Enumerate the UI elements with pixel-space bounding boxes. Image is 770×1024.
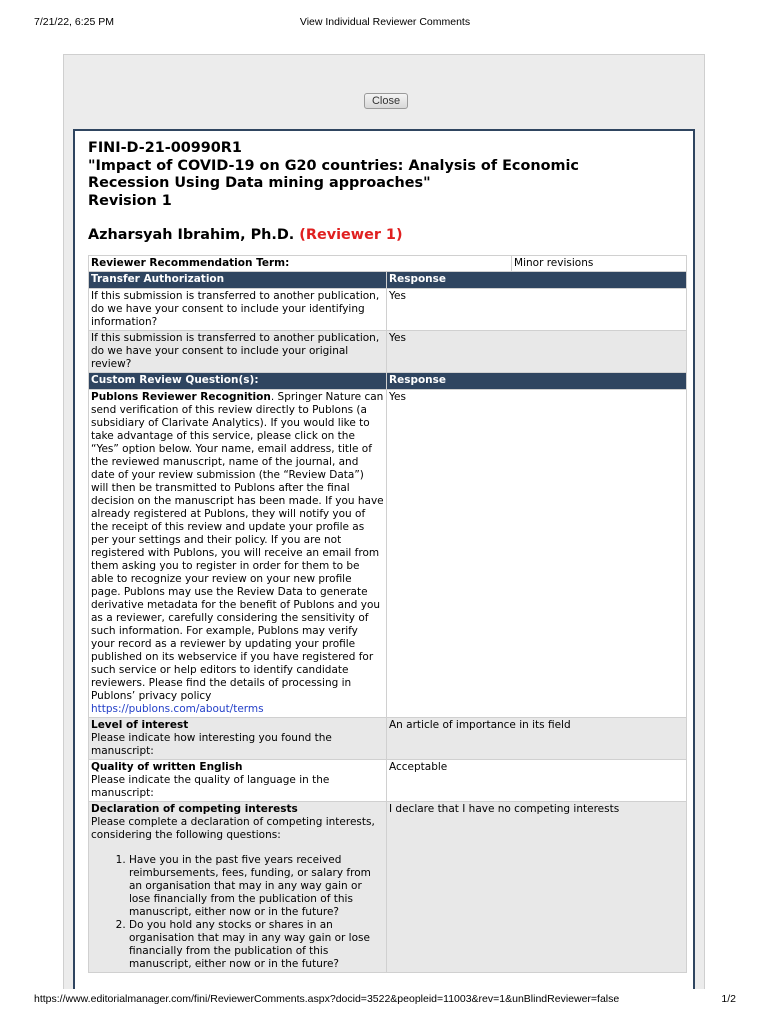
reviewer-heading (88, 227, 403, 243)
print-header (34, 16, 736, 30)
english-question (89, 760, 387, 802)
transfer-header-row (89, 272, 687, 289)
english-answer: Acceptable (387, 760, 687, 802)
recommendation-value: Minor revisions (512, 256, 687, 272)
interest-body: Please indicate how interesting you found the manuscript: (91, 732, 332, 757)
table-row (89, 760, 687, 802)
publons-answer: Yes (387, 390, 687, 718)
transfer-question: If this submission is transferred to another publication, do we have your consent to include your identifying information? (89, 289, 387, 331)
manuscript-id: FINI-D-21-00990R1 (88, 140, 242, 156)
publons-body: . Springer Nature can send verification of this review directly to Publons (a subsidiary of Clarivate Analytics). If you would like to take advantage of this service, please click on the “Yes” option below. Your name, email address, title of the reviewed manuscript, name of the journal, and date of your review submission (the “Review Data”) will then be transmitted to Publons after the final decision on the manuscript has been made. If you have already registered at Publons, they will notify you of the receipt of this review and update your profile as per your settings and their policy. If you are not registered with Publons, you will receive an email from them asking you to register in order for them to be able to recognize your review on your new profile page. Publons may use the Review Data to generate derivative metadata for the benefit of Publons and you as a reviewer, carefully considering the sensitivity of such information. For example, Publons may verify your record as a reviewer by updating your profile published on its webservice if you have registered for such service or help editors to identify candidate reviewers. Please find the details of processing in Publons’ privacy policy (91, 391, 384, 702)
list-item: 2. Do you hold any stocks or shares in an organisation that may in any way gain or lose financially from the publication of this manuscript, either now or in the future? (129, 919, 384, 971)
competing-title: Declaration of competing interests (91, 803, 298, 815)
competing-body: Please complete a declaration of competing interests, considering the following questions: (91, 816, 375, 841)
print-url: https://www.editorialmanager.com/fini/ReviewerComments.aspx?docid=3522&peopleid=11003&rev=1&unBlindReviewer=false (34, 993, 620, 1005)
publons-question (89, 390, 387, 718)
competing-list (91, 854, 384, 971)
interest-title: Level of interest (91, 719, 189, 731)
table-row (89, 289, 687, 331)
manuscript-title-line1: "Impact of COVID-19 on G20 countries: Analysis of Economic (88, 157, 579, 174)
interest-answer: An article of importance in its field (387, 718, 687, 760)
close-button[interactable]: Close (364, 93, 408, 109)
interest-question (89, 718, 387, 760)
print-datetime: 7/21/22, 6:25 PM (34, 16, 114, 28)
reviewer-name: Azharsyah Ibrahim, Ph.D. (88, 227, 295, 243)
transfer-header-question: Transfer Authorization (89, 272, 387, 289)
manuscript-title-line2: Recession Using Data mining approaches" (88, 175, 431, 191)
manuscript-header (88, 140, 678, 210)
manuscript-revision: Revision 1 (88, 192, 172, 209)
print-page-title: View Individual Reviewer Comments (299, 16, 471, 28)
custom-header-question: Custom Review Question(s): (89, 373, 387, 390)
competing-question (89, 802, 387, 973)
print-page-number: 1/2 (721, 993, 736, 1005)
recommendation-label: Reviewer Recommendation Term: (89, 256, 512, 272)
table-row (89, 802, 687, 973)
reviewer-comments-panel (73, 129, 695, 989)
custom-header-response: Response (387, 373, 687, 390)
review-table (88, 255, 687, 973)
transfer-header-response: Response (387, 272, 687, 289)
publons-terms-link[interactable]: https://publons.com/about/terms (91, 703, 264, 715)
table-row (89, 331, 687, 373)
table-row (89, 390, 687, 718)
english-title: Quality of written English (91, 761, 243, 773)
transfer-question: If this submission is transferred to another publication, do we have your consent to include your original review? (89, 331, 387, 373)
table-row (89, 718, 687, 760)
page-frame (63, 54, 705, 989)
print-footer (34, 993, 736, 1007)
publons-title: Publons Reviewer Recognition (91, 391, 271, 403)
competing-answer: I declare that I have no competing interests (387, 802, 687, 973)
english-body: Please indicate the quality of language in the manuscript: (91, 774, 330, 799)
recommendation-row (89, 256, 687, 272)
transfer-answer: Yes (387, 289, 687, 331)
reviewer-role: (Reviewer 1) (299, 227, 403, 243)
list-item: 1. Have you in the past five years received reimbursements, fees, funding, or salary from an organisation that may in any way gain or lose financially from the publication of this manuscript, either now or in the future? (129, 854, 384, 919)
custom-header-row (89, 373, 687, 390)
transfer-answer: Yes (387, 331, 687, 373)
